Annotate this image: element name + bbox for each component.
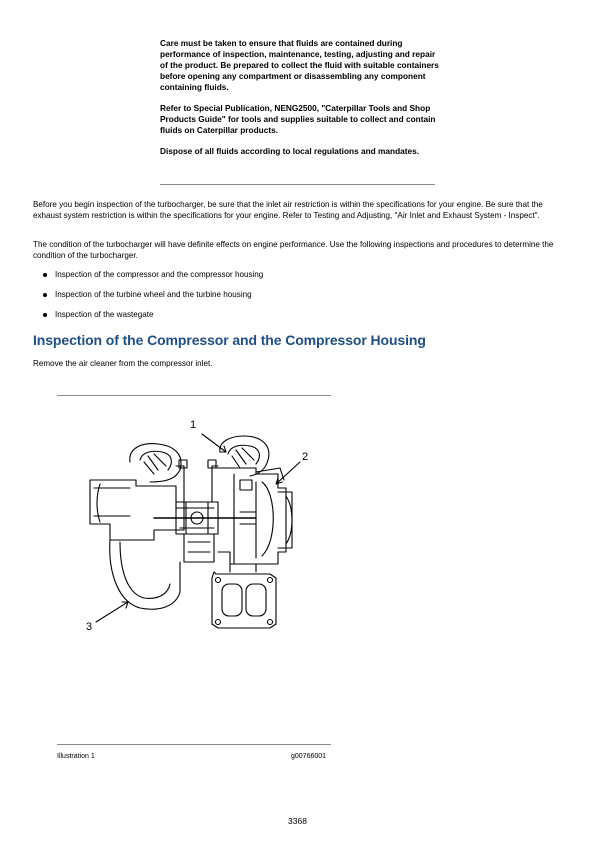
warning-paragraph: Dispose of all fluids according to local regulations and mandates. bbox=[160, 146, 420, 156]
figure-top-rule bbox=[57, 395, 331, 396]
warning-paragraph: Refer to Special Publication, NENG2500, "Caterpillar Tools and Shop Products Guide" for tools and supplies suitable to collect and contain fluids on Caterpillar products. bbox=[160, 103, 436, 135]
callout-2: 2 bbox=[302, 451, 309, 463]
callout-3: 3 bbox=[86, 621, 93, 633]
warning-paragraph: Care must be taken to ensure that fluids are contained during performance of inspection, maintenance, testing, adjusting and repair of the product. Be prepared to collect the fluid with suitable containers before opening any compartment or disassembling any component containing fluids. bbox=[160, 38, 439, 92]
warning-box bbox=[160, 38, 440, 167]
figure-bottom-rule bbox=[57, 744, 331, 745]
figure-caption-id: g00766001 bbox=[291, 753, 327, 760]
turbocharger-illustration bbox=[80, 412, 330, 642]
intro-paragraph: Before you begin inspection of the turbocharger, be sure that the inlet air restriction is within the specifications for your engine. Be sure that the exhaust system restriction is within the specifications for your engine. Refer to Testing and Adjusting, "Air Inlet and Exhaust System - Inspect". bbox=[33, 200, 543, 220]
callout-1: 1 bbox=[190, 419, 197, 431]
instruction-paragraph: Remove the air cleaner from the compressor inlet. bbox=[33, 359, 213, 368]
inspection-list bbox=[33, 270, 263, 330]
warning-divider bbox=[160, 184, 435, 185]
list-item: Inspection of the turbine wheel and the turbine housing bbox=[33, 290, 263, 310]
list-item: Inspection of the wastegate bbox=[33, 310, 263, 330]
section-heading: Inspection of the Compressor and the Compressor Housing bbox=[33, 332, 426, 348]
condition-paragraph: The condition of the turbocharger will have definite effects on engine performance. Use the following inspections and procedures to determine the condition of the turbocharger. bbox=[33, 240, 554, 260]
figure-caption-label: Illustration 1 bbox=[57, 753, 95, 760]
page-number: 3368 bbox=[288, 816, 307, 826]
list-item: Inspection of the compressor and the compressor housing bbox=[33, 270, 263, 290]
